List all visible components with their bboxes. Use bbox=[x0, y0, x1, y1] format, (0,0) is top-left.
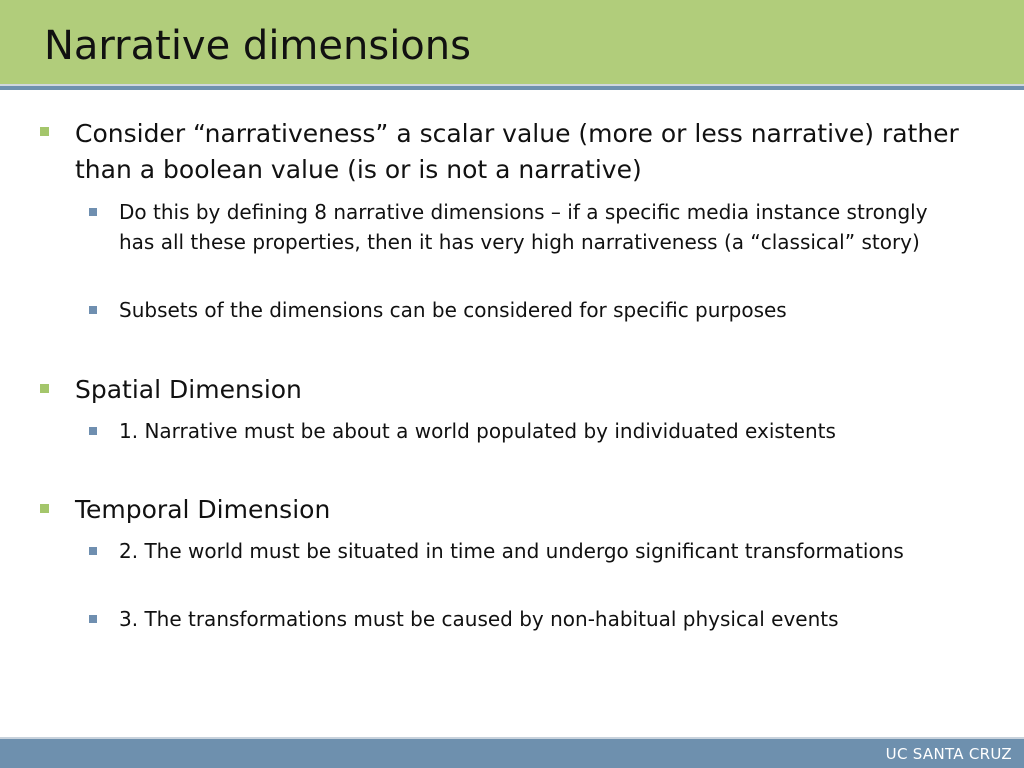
footer-bar bbox=[0, 739, 1024, 768]
square-bullet-icon bbox=[40, 504, 49, 513]
footer-institution: UC SANTA CRUZ bbox=[885, 745, 1012, 763]
sub-bullet-dimension-2: 2. The world must be situated in time and undergo significant transformations bbox=[119, 539, 904, 563]
square-bullet-icon bbox=[89, 427, 97, 435]
bullet-narrativeness: Consider “narrativeness” a scalar value (more or less narrative) rather than a boolean value (is or is not a narrative) bbox=[75, 119, 959, 184]
sub-bullet-defining-dimensions: Do this by defining 8 narrative dimensions – if a specific media instance strongly has all these properties, then it has very high narrativeness (a “classical” story) bbox=[119, 200, 928, 254]
square-bullet-icon bbox=[89, 547, 97, 555]
square-bullet-icon bbox=[40, 127, 49, 136]
sub-bullet-subsets: Subsets of the dimensions can be considered for specific purposes bbox=[119, 298, 787, 322]
square-bullet-icon bbox=[89, 208, 97, 216]
bullet-spatial-dimension: Spatial Dimension bbox=[75, 375, 302, 404]
square-bullet-icon bbox=[89, 615, 97, 623]
bullet-temporal-dimension: Temporal Dimension bbox=[75, 495, 331, 524]
square-bullet-icon bbox=[89, 306, 97, 314]
sub-bullet-dimension-1: 1. Narrative must be about a world populated by individuated existents bbox=[119, 419, 836, 443]
slide-title: Narrative dimensions bbox=[44, 23, 471, 69]
square-bullet-icon bbox=[40, 384, 49, 393]
sub-bullet-dimension-3: 3. The transformations must be caused by non-habitual physical events bbox=[119, 607, 839, 631]
